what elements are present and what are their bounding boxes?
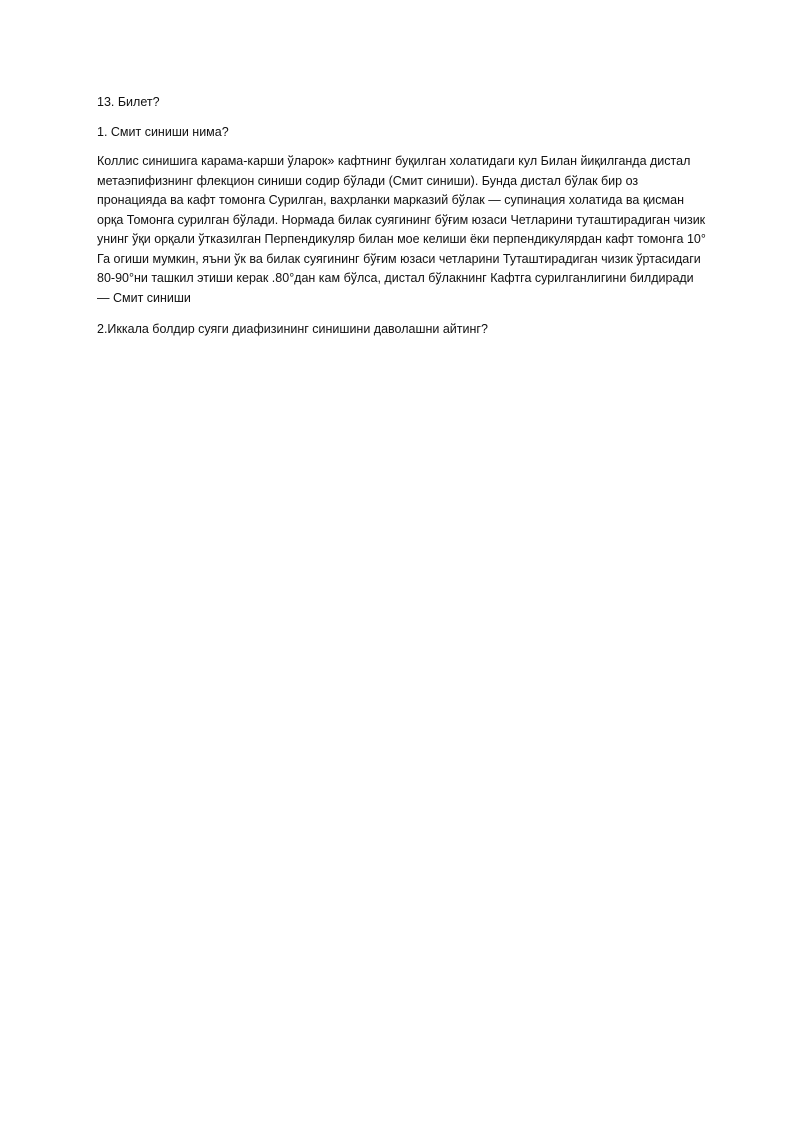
question-1: 1. Смит синиши нима?: [97, 124, 229, 139]
ticket-title: 13. Билет?: [97, 95, 160, 109]
document-body: [97, 93, 707, 350]
answer-1-paragraph: Коллис синишига карама-карши ўларок» кафтнинг буқилган холатидаги кул Билан йиқилганда дистал метаэпифизнинг флекцион синиши содир бўлади (Смит синиши). Бунда дистал бўлак бир оз пронацияда ва кафт томонга Сурилган, вахрланки марказий бўлак — супинация холатида ва қисман орқа Томонга сурилган бўлади. Нормада билак суягининг бўғим юзаси Четларини туташтирадиган чизик унинг ўқи орқали ўтказилган Перпендикуляр билан мое келиши ёки перпендикулярдан кафт томонга 10° Га огиши мумкин, яъни ўк ва билак суягининг бўғим юзаси четларини Туташтирадиган чизик ўртасидаги 80-90°ни ташкил этиши керак .80°дан кам бўлса, дистал бўлакнинг Кафтга сурилганлигини билдиради — Смит синиши: [97, 154, 706, 305]
question-2: 2.Иккала болдир суяги диафизининг синишини даволашни айтинг?: [97, 322, 488, 336]
